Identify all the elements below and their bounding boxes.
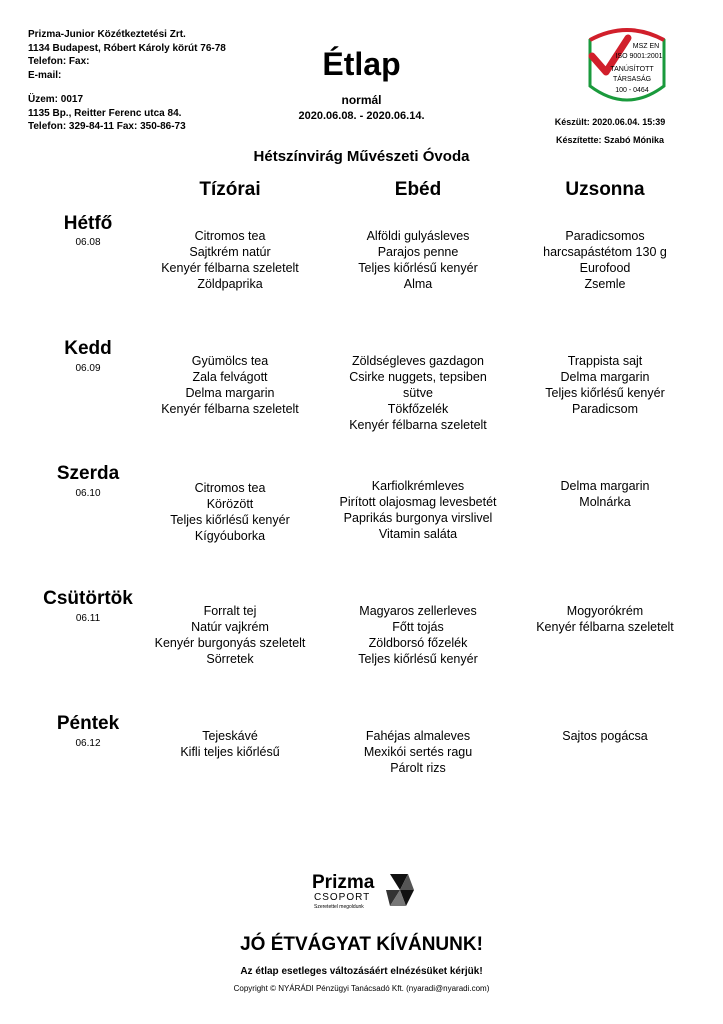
menu-item: Párolt rizs [390, 761, 446, 775]
day-name: Péntek [56, 713, 120, 734]
menu-item: Gyümölcs tea [191, 354, 269, 368]
menu-item: Sajtkrém natúr [189, 245, 271, 259]
menu-item: Molnárka [579, 495, 631, 509]
cert-line: TÁRSASÁG [612, 76, 652, 83]
company-email: E-mail: [28, 69, 62, 81]
prepared-by: Készítette: Szabó Mónika [555, 135, 665, 145]
day-name: Csütörtök [43, 588, 133, 609]
menu-item: Kenyér félbarna szeletelt [349, 418, 487, 432]
menu-item: Kenyér burgonyás szeletelt [154, 636, 306, 650]
menu-item: Fahéjas almaleves [365, 729, 471, 743]
meal-tizorai [120, 353, 340, 417]
menu-item: Citromos tea [194, 229, 266, 243]
menu-item: Kenyér félbarna szeletelt [161, 261, 299, 275]
unit-phone: Telefon: 329-84-11 Fax: 350-86-73 [28, 121, 186, 132]
menu-item: Teljes kiőrlésű kenyér [545, 386, 665, 400]
menu-item: Parajos penne [377, 245, 459, 259]
menu-item: Paradicsom [572, 402, 638, 416]
menu-item: Kenyér félbarna szeletelt [536, 620, 674, 634]
prepared-info [520, 113, 700, 149]
menu-item: Zsemle [584, 277, 626, 291]
menu-item: Eurofood [579, 261, 631, 275]
day-date: 06.10 [75, 488, 101, 499]
day-name: Szerda [56, 463, 120, 484]
menu-item: Alma [403, 277, 433, 291]
company-address: 1134 Budapest, Róbert Károly körút 76-78 [28, 42, 226, 54]
column-header-uzsonna: Uzsonna [565, 179, 645, 200]
menu-item: Magyaros zellerleves [359, 604, 477, 618]
menu-item: Paradicsomos [565, 229, 645, 243]
day-date: 06.11 [75, 613, 101, 624]
brand-sub: CSOPORT [314, 892, 371, 903]
meal-uzsonna [495, 228, 715, 292]
menu-variant: normál [341, 93, 382, 107]
meal-uzsonna [495, 478, 715, 510]
company-name: Prizma-Junior Közétkeztetési Zrt. [28, 29, 186, 40]
cert-line: TANÚSÍTOTT [610, 66, 654, 73]
menu-item: Tejeskávé [202, 729, 258, 743]
menu-item: Zöldségleves gazdagon [351, 354, 485, 368]
menu-item: Trappista sajt [567, 354, 643, 368]
menu-item: Vitamin saláta [378, 527, 458, 541]
menu-item: Kenyér félbarna szeletelt [161, 402, 299, 416]
menu-item: Delma margarin [560, 370, 650, 384]
menu-item: Paprikás burgonya virslivel [343, 511, 493, 525]
day-date: 06.12 [75, 738, 101, 749]
menu-item: Teljes kiőrlésű kenyér [170, 513, 290, 527]
cert-line: MSZ EN [632, 43, 660, 50]
menu-item: Delma margarin [185, 386, 275, 400]
date-range: 2020.06.08. - 2020.06.14. [298, 110, 425, 122]
column-header-ebed: Ebéd [394, 179, 442, 200]
cert-line: ISO 9001:2001 [615, 53, 663, 60]
menu-item: Körözött [206, 497, 254, 511]
column-header-tizorai: Tízórai [199, 179, 261, 200]
bon-appetit-message: JÓ ÉTVÁGYAT KÍVÁNUNK! [240, 934, 483, 955]
menu-item: Karfiolkrémleves [371, 479, 465, 493]
menu-item: Mexikói sertés ragu [363, 745, 473, 759]
menu-item: Delma margarin [560, 479, 650, 493]
unit-address: 1135 Bp., Reitter Ferenc utca 84. [28, 107, 182, 119]
menu-item: Sajtos pogácsa [562, 729, 648, 743]
menu-item: Sörretek [206, 652, 254, 666]
prizma-logo [310, 868, 414, 916]
created-date: Készült: 2020.06.04. 15:39 [554, 117, 666, 127]
menu-item: Teljes kiőrlésű kenyér [358, 652, 478, 666]
day-date: 06.09 [75, 363, 101, 374]
meal-tizorai [120, 480, 340, 544]
menu-item: Mogyorókrém [566, 604, 644, 618]
brand-tagline: Szeretettel megoldunk [314, 904, 364, 910]
menu-item: Zöldborsó főzelék [368, 636, 468, 650]
menu-item: Kígyóuborka [194, 529, 266, 543]
menu-item: Forralt tej [203, 604, 257, 618]
meal-tizorai [120, 603, 340, 667]
unit-id: Üzem: 0017 [28, 94, 84, 105]
apology-note: Az étlap esetleges változásáért elnézésüket kérjük! [240, 966, 483, 977]
menu-item: Alföldi gulyásleves [366, 229, 470, 243]
meal-uzsonna [495, 353, 715, 417]
meal-uzsonna [495, 603, 715, 635]
menu-item: Teljes kiőrlésű kenyér [358, 261, 478, 275]
meal-tizorai [120, 228, 340, 292]
day-name: Hétfő [63, 213, 113, 234]
page-title: Étlap [322, 46, 401, 82]
menu-item: Főtt tojás [392, 620, 444, 634]
iso-certificate-logo [584, 26, 670, 108]
day-name: Kedd [64, 338, 112, 359]
day-date: 06.08 [75, 237, 101, 248]
menu-item: Zala felvágott [192, 370, 268, 384]
copyright: Copyright © NYÁRÁDI Pénzügyi Tanácsadó Kft. (nyaradi@nyaradi.com) [233, 984, 490, 993]
meal-uzsonna [495, 728, 715, 744]
menu-item: Kifli teljes kiőrlésű [180, 745, 280, 759]
prizma-mark-icon [386, 874, 414, 906]
company-phone: Telefon: Fax: [28, 56, 90, 67]
brand-name: Prizma [312, 872, 375, 893]
menu-item: Csirke nuggets, tepsiben [349, 370, 487, 384]
menu-item: harcsapástétom 130 g [543, 245, 667, 259]
school-name: Hétszínvirág Művészeti Óvoda [253, 148, 470, 165]
menu-item: Natúr vajkrém [191, 620, 269, 634]
menu-item: Tökfőzelék [387, 402, 449, 416]
menu-item: Zöldpaprika [197, 277, 263, 291]
meal-tizorai [120, 728, 340, 760]
menu-item: Citromos tea [194, 481, 266, 495]
menu-item: Pirított olajosmag levesbetét [339, 495, 497, 509]
cert-line: 100 - 0464 [615, 87, 649, 94]
menu-item: sütve [403, 386, 433, 400]
